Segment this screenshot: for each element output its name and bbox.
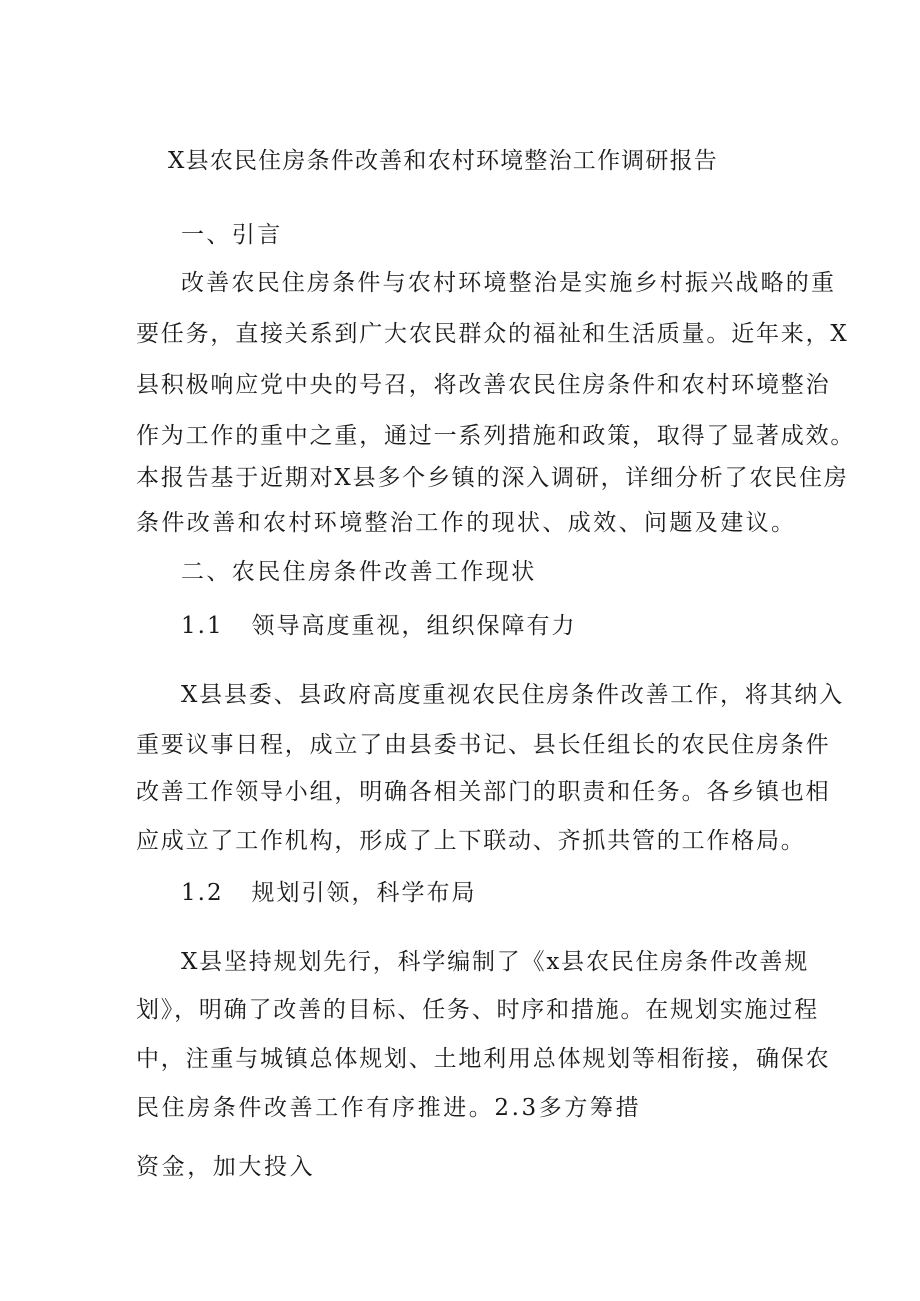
para-1-1-line-4: 应成立了工作机构，形成了上下联动、齐抓共管的工作格局。 <box>136 828 806 854</box>
subsection-heading-1-1: 1.1 领导高度重视，组织保障有力 <box>181 613 577 639</box>
document-title: X县农民住房条件改善和农村环境整治工作调研报告 <box>168 148 718 174</box>
intro-line-4: 作为工作的重中之重，通过一系列措施和政策，取得了显著成效。 <box>136 423 856 449</box>
para-1-1-line-3: 改善工作领导小组，明确各相关部门的职责和任务。各乡镇也相 <box>136 779 831 805</box>
para-1-1-line-1: X县县委、县政府高度重视农民住房条件改善工作，将其纳入 <box>181 682 844 708</box>
intro-line-5: 本报告基于近期对X县多个乡镇的深入调研，详细分析了农民住房 <box>136 465 849 491</box>
para-1-1-line-2: 重要议事日程，成立了由县委书记、县长任组长的农民住房条件 <box>136 732 831 758</box>
para-1-2-line-4: 民住房条件改善工作有序推进。2.3多方筹措 <box>136 1095 642 1121</box>
para-1-2-line-2: 划》，明确了改善的目标、任务、时序和措施。在规划实施过程 <box>136 997 819 1023</box>
intro-line-2: 要任务，直接关系到广大农民群众的福祉和生活质量。近年来，X <box>136 321 849 347</box>
para-1-2-line-3: 中，注重与城镇总体规划、土地利用总体规划等相衔接，确保农 <box>136 1046 831 1072</box>
intro-line-1: 改善农民住房条件与农村环境整治是实施乡村振兴战略的重 <box>181 270 837 296</box>
intro-line-6: 条件改善和农村环境整治工作的现状、成效、问题及建议。 <box>136 510 797 536</box>
section-heading-introduction: 一、引言 <box>181 222 283 248</box>
section-heading-housing-status: 二、农民住房条件改善工作现状 <box>181 559 537 585</box>
subsection-heading-1-2: 1.2 规划引领，科学布局 <box>181 880 477 906</box>
intro-line-3: 县积极响应党中央的号召，将改善农民住房条件和农村环境整治 <box>136 372 831 398</box>
para-1-2-line-1: X县坚持规划先行，科学编制了《x县农民住房条件改善规 <box>181 949 810 975</box>
para-1-2-line-5: 资金，加大投入 <box>136 1154 316 1180</box>
